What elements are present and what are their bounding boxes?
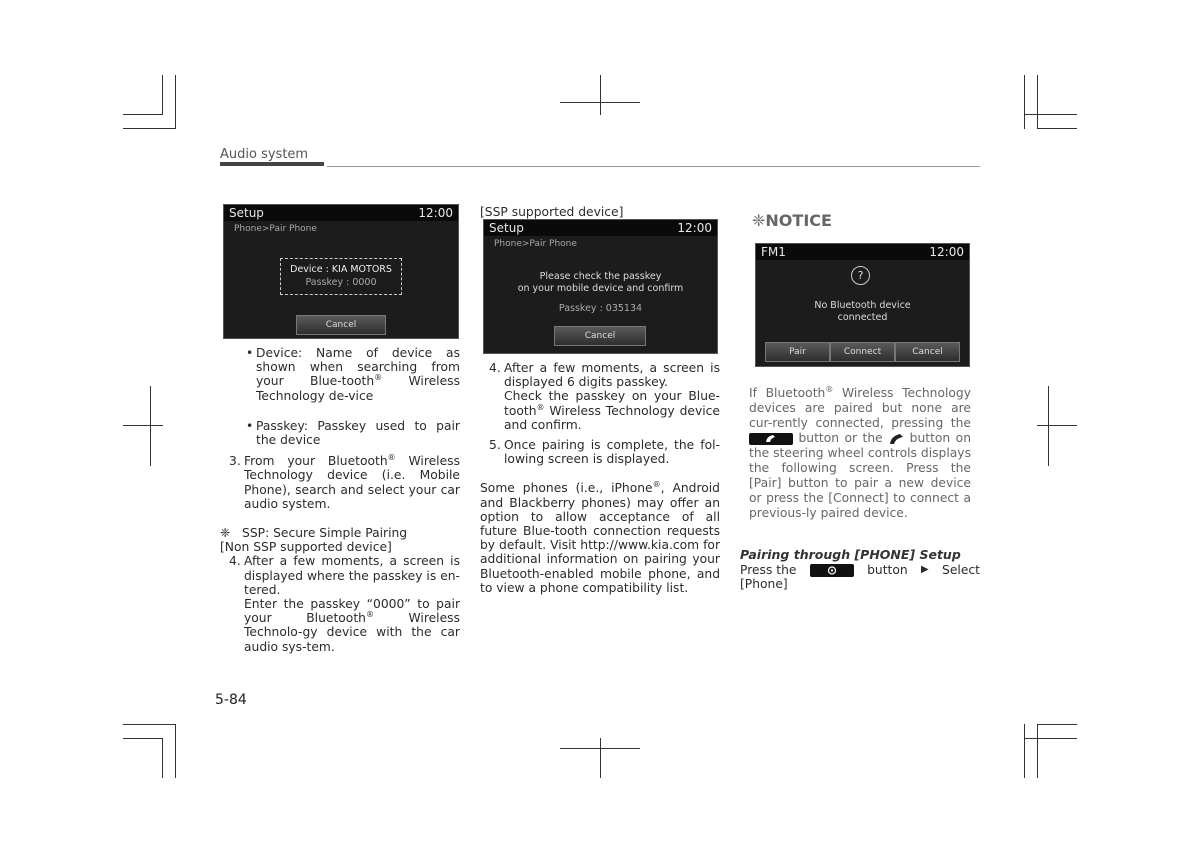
passkey-message-line: on your mobile device and confirm (517, 283, 684, 294)
passkey-digits: Passkey : 035134 (558, 303, 643, 314)
screen-breadcrumb: Phone>Pair Phone (234, 224, 317, 234)
screen-titlebar (484, 220, 717, 236)
crop-mark (560, 748, 640, 749)
screen-titlebar (224, 205, 458, 221)
screen-title: Setup (229, 206, 264, 220)
pairing-instruction (740, 563, 980, 591)
crop-mark (123, 738, 163, 739)
screen-clock: 12:00 (418, 206, 453, 220)
step-5 (489, 438, 720, 467)
column-1 (220, 346, 460, 654)
text: button or the (798, 431, 883, 445)
phone-icon (888, 433, 904, 445)
crop-mark (162, 75, 163, 115)
text: Wireless Technology de-vice (256, 374, 460, 403)
screen-clock: 12:00 (929, 245, 964, 259)
ssp-label: [SSP supported device] (480, 205, 624, 219)
notice-title: NOTICE (765, 211, 832, 230)
crop-mark (162, 738, 163, 778)
pairing-line (740, 563, 980, 577)
cancel-button[interactable]: Cancel (554, 326, 646, 346)
reg-mark: ® (387, 453, 396, 463)
passkey-value: Passkey : 0000 (305, 277, 377, 288)
screen-clock: 12:00 (677, 221, 712, 235)
bullet-passkey (246, 418, 460, 448)
text: Select (942, 563, 980, 577)
step-number: 4. (489, 361, 501, 375)
screen-titlebar (756, 244, 969, 260)
pair-button[interactable]: Pair (765, 342, 830, 362)
text: From your Bluetooth (244, 454, 388, 469)
question-icon: ? (851, 266, 870, 285)
crop-mark (560, 102, 640, 103)
non-ssp-label: [Non SSP supported device] (220, 540, 392, 555)
text: If Bluetooth (749, 386, 826, 400)
text: SSP: Secure Simple Pairing (242, 526, 408, 541)
pair-phone-screen (223, 204, 459, 339)
crop-mark (1024, 724, 1025, 778)
phone-button-icon (749, 433, 793, 445)
notice-paragraph (749, 386, 971, 521)
bullet: • (246, 346, 254, 360)
notice-heading (752, 211, 832, 230)
crop-mark (1024, 75, 1025, 129)
reg-mark: ® (374, 373, 383, 383)
text: button (867, 563, 908, 577)
step-4 (229, 554, 460, 654)
device-name: Device : KIA MOTORS (290, 264, 392, 275)
crop-mark (175, 724, 176, 778)
crop-mark (1037, 75, 1038, 129)
text: Wireless Technology device (i.e. Mobile Phone), search and select your car audio system. (244, 454, 460, 511)
crop-mark (1048, 386, 1049, 466)
crop-mark (150, 386, 151, 466)
crop-mark (1037, 128, 1077, 129)
crop-mark (123, 425, 163, 426)
asterisk-icon: ❈ (220, 526, 231, 541)
page-number: 5-84 (215, 692, 247, 708)
text: Device: Name of device as shown when searching from your Blue-tooth (256, 346, 460, 389)
screen-title: Setup (489, 221, 524, 235)
text: Once pairing is complete, the fol-lowing screen is displayed. (504, 438, 720, 467)
section-title: Audio system (220, 147, 309, 162)
reg-mark: ® (365, 610, 374, 620)
header-rule (327, 166, 980, 167)
pairing-heading: Pairing through [PHONE] Setup (740, 547, 961, 562)
crop-mark (1024, 114, 1077, 115)
arrow-right-icon: ▶ (921, 564, 929, 575)
ssp-passkey-screen (483, 219, 718, 354)
text: Some phones (i.e., iPhone (480, 481, 653, 496)
text: [Phone] (740, 577, 788, 592)
header-bar (220, 162, 324, 166)
crop-mark (1024, 738, 1077, 739)
crop-mark (123, 128, 176, 129)
column-2 (480, 361, 720, 595)
crop-mark (600, 738, 601, 778)
text: After a few moments, a screen is displayed 6 digits passkey. (504, 361, 720, 390)
crop-mark (175, 75, 176, 129)
connect-button[interactable]: Connect (830, 342, 895, 362)
reg-mark: ® (825, 384, 834, 394)
reg-mark: ® (536, 402, 545, 412)
status-message-line: connected (837, 312, 888, 323)
text: Wireless Technology devices are paired but none are cur-rently connected, pressing the (749, 386, 971, 430)
step-number: 3. (229, 454, 241, 469)
bullet-device (246, 346, 460, 403)
compatibility-paragraph (480, 481, 720, 595)
step-4 (489, 361, 720, 432)
screen-title: FM1 (761, 245, 786, 259)
asterisk-icon: ❈ (752, 211, 766, 230)
device-info-box (280, 258, 402, 295)
text: Enter the passkey “0000” to pair your Bluetooth (244, 597, 460, 626)
bullet: • (246, 418, 254, 433)
crop-mark (600, 75, 601, 115)
text: Wireless Technolo-gy device with the car audio sys-tem. (244, 611, 460, 654)
text: Check the passkey on your Blue-tooth (504, 389, 720, 418)
passkey-message (484, 271, 717, 295)
no-device-screen (755, 243, 970, 367)
cancel-button[interactable]: Cancel (895, 342, 960, 362)
ssp-footnote (220, 526, 460, 540)
cancel-button[interactable]: Cancel (296, 315, 386, 335)
crop-mark (1037, 425, 1077, 426)
crop-mark (1037, 724, 1077, 725)
step-3 (229, 453, 460, 511)
text: Press the (740, 563, 797, 577)
crop-mark (1037, 724, 1038, 778)
step-number: 4. (229, 554, 241, 569)
text: , Android and Blackberry phones) may offer an option to allow acceptance of all future Blue-tooth connection requests by default. Visit http://www.kia.com for additional information on pairing your Bluetooth-enabled mobile phone, and to view a phone compatibility list. (480, 481, 720, 595)
text: Wireless Technology device and confirm. (504, 403, 720, 432)
step-number: 5. (489, 438, 501, 453)
reg-mark: ® (652, 480, 661, 490)
crop-mark (123, 114, 163, 115)
text: After a few moments, a screen is displayed where the passkey is en-tered. (244, 554, 460, 597)
setup-button-icon (810, 564, 854, 577)
screen-breadcrumb: Phone>Pair Phone (494, 239, 577, 249)
text: button on the steering wheel controls displays the following screen. Press the [Pair] button to pair a new device or press the [Connect] to connect a previous-ly paired device. (749, 431, 971, 520)
status-message (756, 300, 969, 324)
passkey-message-line: Please check the passkey (539, 271, 662, 282)
status-message-line: No Bluetooth device (814, 300, 911, 311)
text: Passkey: Passkey used to pair the device (256, 418, 460, 448)
crop-mark (123, 724, 176, 725)
